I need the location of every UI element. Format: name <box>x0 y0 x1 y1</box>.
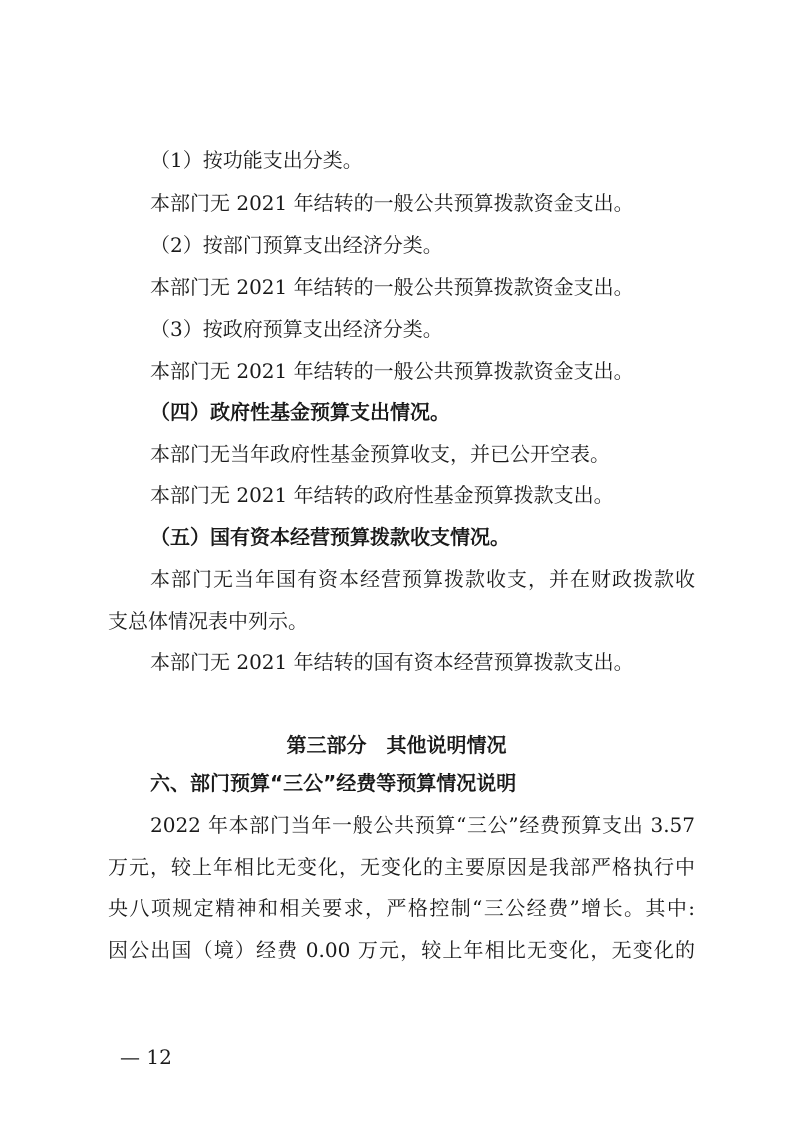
sub-heading: 六、部门预算“三公”经费等预算情况说明 <box>150 771 517 795</box>
part-heading: 第三部分 其他说明情况 <box>286 733 507 757</box>
section-heading-fund-budget: （四）政府性基金预算支出情况。 <box>150 400 450 424</box>
paragraph: 本部门无 2021 年结转的政府性基金预算拨款支出。 <box>150 483 614 507</box>
paragraph-line: 支总体情况表中列示。 <box>108 609 308 633</box>
subsection-heading-government-economic: （3）按政府预算支出经济分类。 <box>150 317 443 341</box>
paragraph: 本部门无当年政府性基金预算收支，并已公开空表。 <box>150 442 610 466</box>
subsection-heading-function: （1）按功能支出分类。 <box>150 148 363 172</box>
paragraph: 本部门无 2021 年结转的一般公共预算拨款资金支出。 <box>150 359 634 383</box>
paragraph: 本部门无 2021 年结转的国有资本经营预算拨款支出。 <box>150 650 634 674</box>
paragraph-line: 本部门无当年国有资本经营预算拨款收支，并在财政拨款收 <box>150 567 695 591</box>
paragraph-line: 2022 年本部门当年一般公共预算“三公”经费预算支出 3.57 <box>150 813 695 837</box>
paragraph-line: 因公出国（境）经费 0.00 万元，较上年相比无变化，无变化的 <box>108 938 695 962</box>
paragraph: 本部门无 2021 年结转的一般公共预算拨款资金支出。 <box>150 275 634 299</box>
page-number: — 12 <box>120 1045 172 1069</box>
paragraph: 本部门无 2021 年结转的一般公共预算拨款资金支出。 <box>150 191 634 215</box>
subsection-heading-economic: （2）按部门预算支出经济分类。 <box>150 233 443 257</box>
paragraph-line: 央八项规定精神和相关要求，严格控制“三公经费”增长。其中: <box>108 896 695 920</box>
paragraph-line: 万元，较上年相比无变化，无变化的主要原因是我部严格执行中 <box>108 855 695 879</box>
section-heading-state-capital: （五）国有资本经营预算拨款收支情况。 <box>150 525 510 549</box>
